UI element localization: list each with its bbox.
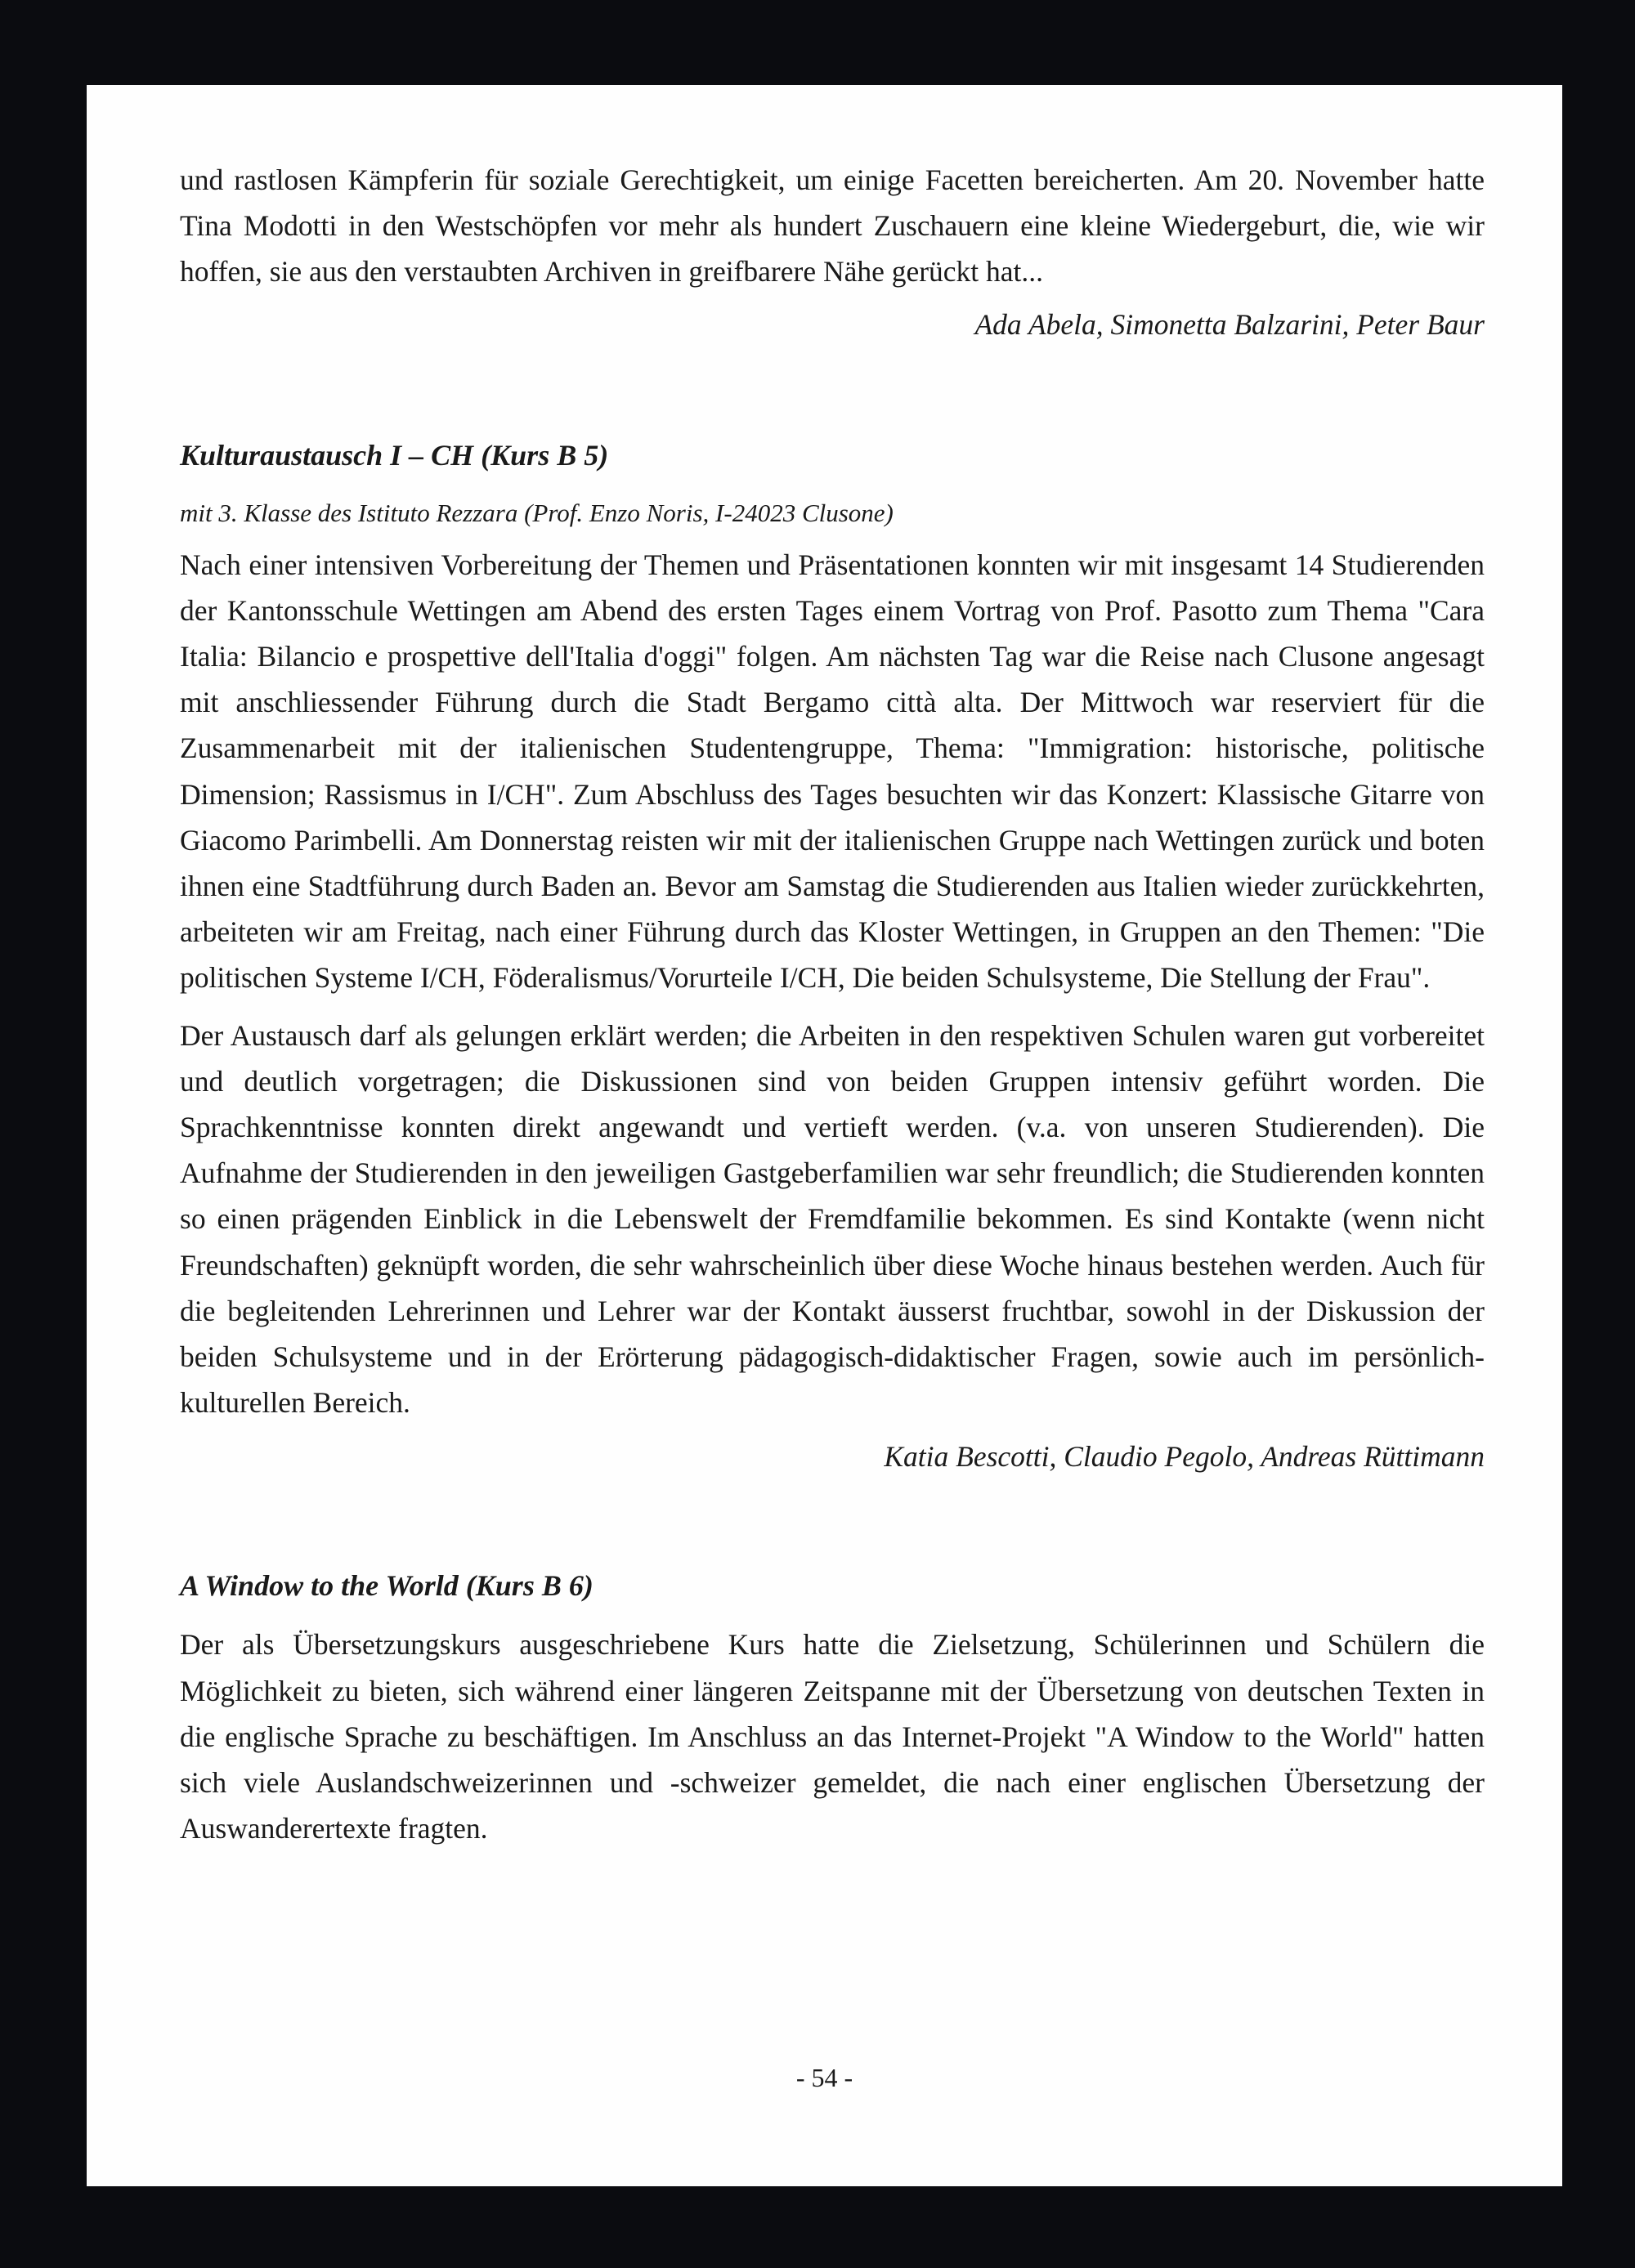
document-page	[87, 85, 1562, 2186]
section-heading: A Window to the World (Kurs B 6)	[180, 1569, 594, 1603]
paragraph: und rastlosen Kämpferin für soziale Gerechtigkeit, um einige Facetten bereicherten. Am 20. November hatte Tina Modotti in den Westschöpfen vor mehr als hundert Zuschauern eine kleine Wiedergeburt, die, wie wir hoffen, sie aus den verstaubten Archiven in greifbarere Nähe gerückt hat...	[180, 163, 1485, 289]
paragraph: Nach einer intensiven Vorbereitung der Themen und Präsentationen konnten wir mit insgesamt 14 Studierenden der Kantonsschule Wettingen am Abend des ersten Tages einem Vortrag von Prof. Pasotto zum Thema "Cara Italia: Bilancio e prospettive dell'Italia d'oggi" folgen. Am nächsten Tag war die Reise nach Clusone angesagt mit anschliessender Führung durch die Stadt Bergamo città alta. Der Mittwoch war reserviert für die Zusammenarbeit mit der italienischen Studentengruppe, Thema: "Immigration: historische, politische Dimension; Rassismus in I/CH". Zum Abschluss des Tages besuchten wir das Konzert: Klassische Gitarre von Giacomo Parimbelli. Am Donnerstag reisten wir mit der italienischen Gruppe nach Wettingen zurück und boten ihnen eine Stadtführung durch Baden an. Bevor am Samstag die Studierenden aus Italien wieder zurückkehrten, arbeiteten wir am Freitag, nach einer Führung durch das Kloster Wettingen, in Gruppen an den Themen: "Die politischen Systeme I/CH, Föderalismus/Vorurteile I/CH, Die beiden Schulsysteme, Die Stellung der Frau".	[180, 548, 1485, 995]
section-intro-continuation	[180, 157, 1485, 347]
section-kurs-b6	[180, 1563, 1485, 1851]
page-number: - 54 -	[795, 2063, 853, 2092]
section-kurs-b5	[180, 432, 1485, 1480]
author-signature: Katia Bescotti, Claudio Pegolo, Andreas Rüttimann	[884, 1440, 1485, 1474]
author-signature: Ada Abela, Simonetta Balzarini, Peter Baur	[974, 307, 1485, 341]
page-content	[180, 157, 1485, 1851]
section-subheading: mit 3. Klasse des Istituto Rezzara (Prof. Enzo Noris, I-24023 Clusone)	[180, 498, 894, 527]
paragraph: Der Austausch darf als gelungen erklärt werden; die Arbeiten in den respektiven Schulen waren gut vorbereitet und deutlich vorgetragen; die Diskussionen sind von beiden Gruppen intensiv geführt worden. Die Sprachkenntnisse konnten direkt angewandt und vertieft werden. (v.a. von unseren Studierenden). Die Aufnahme der Studierenden in den jeweiligen Gastgeberfamilien war sehr freundlich; die Studierenden konnten so einen prägenden Einblick in die Lebenswelt der Fremdfamilie bekommen. Es sind Kontakte (wenn nicht Freundschaften) geknüpft worden, die sehr wahrscheinlich über diese Woche hinaus bestehen werden. Auch für die begleitenden Lehrerinnen und Lehrer war der Kontakt äusserst fruchtbar, sowohl in der Diskussion der beiden Schulsysteme und in der Erörterung pädagogisch-didaktischer Fragen, sowie auch im persönlich-kulturellen Bereich.	[180, 1018, 1485, 1420]
section-heading: Kulturaustausch I – CH (Kurs B 5)	[180, 438, 609, 472]
paragraph: Der als Übersetzungskurs ausgeschriebene Kurs hatte die Zielsetzung, Schülerinnen und Schülern die Möglichkeit zu bieten, sich während einer längeren Zeitspanne mit der Übersetzung von deutschen Texten in die englische Sprache zu beschäftigen. Im Anschluss an das Internet-Projekt "A Window to the World" hatten sich viele Auslandschweizerinnen und -schweizer gemeldet, die nach einer englischen Übersetzung der Auswanderertexte fragten.	[180, 1628, 1485, 1845]
